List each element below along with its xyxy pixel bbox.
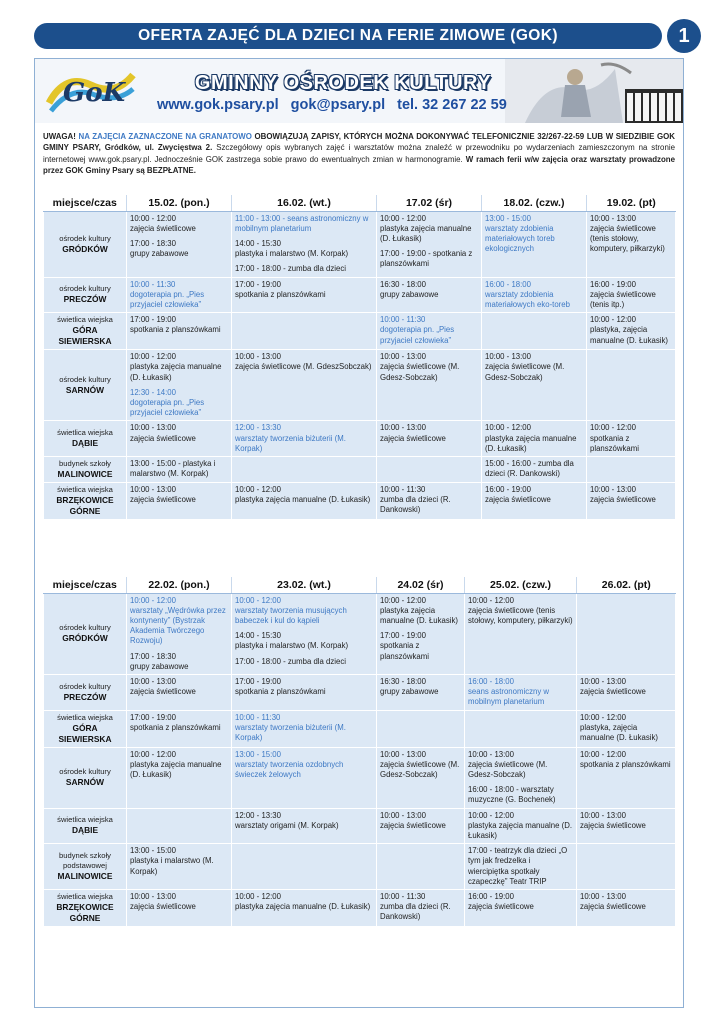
event: 10:00 - 13:00 zajęcia świetlicowe	[580, 810, 646, 830]
event: 12:00 - 13:30 warsztaty origami (M. Korpak)	[235, 810, 339, 830]
schedule-cell	[482, 456, 587, 482]
notice-warning: UWAGA!	[43, 132, 76, 141]
table-row	[44, 808, 676, 844]
place-name: DĄBIE	[71, 825, 99, 836]
event: 17:00 - 19:00 spotkania z planszówkami	[130, 315, 221, 335]
schedule-cell	[232, 889, 377, 926]
place-name: MALINOWICE	[57, 871, 113, 882]
page-title: OFERTA ZAJĘĆ DLA DZIECI NA FERIE ZIMOWE (GOK)	[34, 23, 662, 49]
place-type: ośrodek kultury	[59, 767, 111, 777]
place-cell	[44, 211, 127, 277]
table-row	[44, 313, 676, 350]
schedule-cell	[577, 747, 676, 808]
schedule-cell	[127, 211, 232, 277]
org-name: GMINNY OŚRODEK KULTURY	[194, 72, 492, 94]
schedule-cell	[465, 889, 577, 926]
schedule-cell	[377, 421, 482, 457]
place-name: PRECZÓW	[63, 691, 107, 702]
schedule-cell	[377, 313, 482, 350]
event: 10:00 - 12:00 plastyka zajęcia manualne (D. Łukasik)	[235, 891, 371, 912]
schedule-cell	[482, 350, 587, 421]
event: 13:00 - 15:00 - plastyka i malarstwo (M. Korpak)	[130, 458, 216, 479]
schedule-cell	[377, 674, 465, 710]
schedule-cell	[232, 593, 377, 674]
event: 16:00 - 19:00 zajęcia świetlicowe (tenis itp.)	[590, 279, 656, 309]
schedule-cell	[587, 482, 676, 519]
event: 16:00 - 18:00 - warsztaty muzyczne (G. Bochenek)	[468, 785, 556, 805]
event: 10:00 - 12:00 plastyka zajęcia manualne (D. Łukasik)	[130, 749, 222, 779]
place-name: GÓRA SIEWIERSKA	[58, 722, 112, 744]
banner	[35, 59, 683, 123]
schedule-cell	[232, 350, 377, 421]
event: 10:00 - 12:00 zajęcia świetlicowe (tenis stołowy, komputery, piłkarzyki)	[468, 595, 573, 625]
event: 10:00 - 13:00 zajęcia świetlicowe	[130, 423, 196, 443]
event-registration-required: 16:00 - 18:00 seans astronomiczny w mobilnym planetarium	[468, 676, 550, 707]
schedule-cell	[482, 277, 587, 313]
place-cell	[44, 710, 127, 747]
schedule-cell	[127, 593, 232, 674]
event: 10:00 - 11:30 zumba dla dzieci (R. Dankowski)	[380, 484, 451, 515]
place-name: GRÓDKÓW	[62, 243, 108, 254]
event-registration-required: 10:00 - 11:30 warsztaty tworzenia biżuterii (M. Korpak)	[235, 712, 346, 742]
schedule-cell	[587, 277, 676, 313]
event: 17:00 - 19:00 - spotkania z planszówkami	[380, 249, 473, 269]
schedule-cell	[127, 421, 232, 457]
event: 10:00 - 13:00 zajęcia świetlicowe	[380, 423, 446, 443]
event: 10:00 - 13:00 zajęcia świetlicowe (M. Gdesz-Sobczak)	[380, 352, 460, 382]
place-type: świetlica wiejska	[57, 712, 113, 722]
schedule-cell	[465, 747, 577, 808]
table-row	[44, 421, 676, 457]
event: 17:00 - 19:00 spotkania z planszówkami	[235, 279, 326, 299]
event: 16:00 - 19:00 zajęcia świetlicowe	[485, 484, 551, 505]
schedule-cell	[232, 710, 377, 747]
place-type: ośrodek kultury	[59, 284, 111, 294]
event: 17:00 - 18:00 - zumba dla dzieci	[235, 264, 346, 274]
schedule-cell	[587, 350, 676, 421]
event: 10:00 - 12:00 plastyka zajęcia manualne (D. Łukasik)	[485, 423, 577, 453]
website-link[interactable]: www.gok.psary.pl	[157, 97, 279, 113]
event: 10:00 - 13:00 zajęcia świetlicowe	[590, 484, 656, 505]
event: 17:00 - 19:00 spotkania z planszówkami	[130, 712, 221, 732]
table-row	[44, 277, 676, 313]
place-cell	[44, 808, 127, 844]
event-registration-required: 13:00 - 15:00 warsztaty zdobienia materiałowych toreb ekologicznych	[485, 213, 555, 254]
place-name: GÓRA SIEWIERSKA	[58, 325, 112, 347]
event: 10:00 - 12:00 plastyka zajęcia manualne (D. Łukasik)	[380, 213, 472, 243]
place-name: DĄBIE	[71, 438, 99, 449]
notice-info: Szczegółowy opis wybranych zajęć i warsztatów można znaleźć w przewodniku po wydarzeniach zamieszczonym na stronie internetowej www.gok.psary.pl. Jednocześnie GOK zastrzega sobie prawo do ewentualnych zmian w harmonogramie.	[43, 143, 675, 164]
notice-registration: OBOWIĄZUJĄ ZAPISY, KTÓRYCH MOŻNA DOKONYWAĆ TELEFONICZNIE 32/267-22-59 LUB W SIEDZIBIE GOK GMINY PSARY, Gródków, ul. Zwycięstwa 2.	[43, 132, 675, 153]
schedule-cell	[232, 421, 377, 457]
table-row	[44, 456, 676, 482]
schedule-cell	[587, 211, 676, 277]
table-row	[44, 747, 676, 808]
place-cell	[44, 674, 127, 710]
notice-highlight: NA ZAJĘCIA ZAZNACZONE NA GRANATOWO	[78, 132, 252, 141]
schedule-cell	[465, 808, 577, 844]
schedule-cell	[377, 808, 465, 844]
schedule-cell	[127, 710, 232, 747]
event: 17:00 - teatrzyk dla dzieci „O tym jak fredzelka i wiercipiętka spotkały czapeczkę” Teatr TRIP	[468, 846, 568, 886]
schedule-cell	[377, 350, 482, 421]
column-header-place: miejsce/czas	[44, 577, 127, 593]
place-type: świetlica wiejska	[57, 428, 113, 438]
place-cell	[44, 350, 127, 421]
place-type: świetlica wiejska	[57, 484, 113, 494]
place-name: SARNÓW	[65, 777, 105, 788]
place-cell	[44, 844, 127, 890]
place-cell	[44, 313, 127, 350]
table-row	[44, 889, 676, 926]
column-header-day: 24.02 (śr)	[377, 577, 465, 593]
email-link[interactable]: gok@psary.pl	[290, 97, 386, 113]
schedule-cell	[377, 593, 465, 674]
schedule-cell	[232, 313, 377, 350]
schedule-cell	[465, 844, 577, 890]
place-name: PRECZÓW	[63, 294, 107, 305]
column-header-day: 15.02. (pon.)	[127, 195, 232, 211]
table-row	[44, 350, 676, 421]
notice-paragraph	[43, 131, 675, 177]
place-type: ośrodek kultury	[59, 681, 111, 691]
event: 10:00 - 13:00 zajęcia świetlicowe	[130, 891, 196, 912]
column-header-day: 22.02. (pon.)	[127, 577, 232, 593]
schedule-cell	[127, 277, 232, 313]
page-number: 1	[667, 19, 701, 53]
phone-number: tel. 32 267 22 59	[397, 97, 507, 113]
schedule-cell	[577, 593, 676, 674]
event: 10:00 - 13:00 zajęcia świetlicowe (M. Gdesz-Sobczak)	[380, 749, 460, 779]
contact-line	[157, 97, 577, 113]
schedule-cell	[577, 808, 676, 844]
svg-text:GoK: GoK	[63, 78, 126, 108]
column-header-day: 16.02. (wt.)	[232, 195, 377, 211]
event-registration-required: 12:30 - 14:00 dogoterapia pn. „Pies przyjaciel człowieka”	[130, 387, 205, 418]
event: 10:00 - 13:00 zajęcia świetlicowe	[130, 484, 196, 505]
schedule-cell	[127, 350, 232, 421]
schedule-cell	[482, 421, 587, 457]
table-row	[44, 593, 676, 674]
schedule-cell	[127, 844, 232, 890]
schedule-cell	[127, 808, 232, 844]
event-registration-required: 10:00 - 11:30 dogoterapia pn. „Pies przyjaciel człowieka”	[380, 315, 455, 345]
schedule-cell	[587, 456, 676, 482]
place-name: GRÓDKÓW	[62, 633, 108, 644]
event: 14:00 - 15:30 plastyka i malarstwo (M. Korpak)	[235, 238, 349, 259]
schedule-cell	[577, 844, 676, 890]
table-row	[44, 211, 676, 277]
place-name: BRZĘKOWICE GÓRNE	[56, 901, 114, 923]
schedule-cell	[232, 808, 377, 844]
schedule-week-1	[43, 195, 676, 520]
schedule-cell	[377, 456, 482, 482]
event: 16:00 - 19:00 zajęcia świetlicowe	[468, 891, 534, 912]
schedule-cell	[377, 844, 465, 890]
event: 10:00 - 12:00 spotkania z planszówkami	[590, 423, 639, 453]
schedule-cell	[465, 710, 577, 747]
schedule-cell	[377, 747, 465, 808]
content-frame	[34, 58, 684, 1008]
event: 17:00 - 18:30 grupy zabawowe	[130, 651, 189, 671]
schedule-cell	[127, 674, 232, 710]
schedule-cell	[465, 593, 577, 674]
schedule-cell	[577, 889, 676, 926]
schedule-cell	[377, 889, 465, 926]
schedule-cell	[232, 456, 377, 482]
event-registration-required: 12:00 - 13:30 warsztaty tworzenia biżuterii (M. Korpak)	[235, 423, 346, 453]
place-cell	[44, 421, 127, 457]
schedule-cell	[377, 710, 465, 747]
column-header-place: miejsce/czas	[44, 195, 127, 211]
event: 10:00 - 12:00 spotkania z planszówkami	[580, 749, 671, 769]
event-registration-required: 11:00 - 13:00 - seans astronomiczny w mobilnym planetarium	[235, 213, 369, 233]
event-registration-required: 13:00 - 15:00 warsztaty tworzenia ozdobnych świeczek żelowych	[235, 749, 344, 779]
column-header-day: 19.02. (pt)	[587, 195, 676, 211]
schedule-week-2	[43, 577, 676, 927]
schedule-cell	[482, 313, 587, 350]
schedule-cell	[482, 211, 587, 277]
event: 10:00 - 12:00 plastyka zajęcia manualne (D. Łukasik)	[130, 352, 222, 382]
event: 17:00 - 19:00 spotkania z planszówkami	[380, 631, 429, 661]
place-type: świetlica wiejska	[57, 315, 113, 325]
schedule-cell	[587, 421, 676, 457]
place-type: budynek szkoły	[59, 458, 111, 468]
table-row	[44, 482, 676, 519]
event: 17:00 - 18:00 - zumba dla dzieci	[235, 656, 346, 666]
event-registration-required: 10:00 - 11:30 dogoterapia pn. „Pies przyjaciel człowieka”	[130, 279, 205, 309]
schedule-cell	[232, 211, 377, 277]
place-cell	[44, 889, 127, 926]
event: 10:00 - 13:00 zajęcia świetlicowe	[580, 891, 646, 912]
event: 10:00 - 12:00 plastyka zajęcia manualne (D. Łukasik)	[468, 810, 573, 840]
place-type: świetlica wiejska	[57, 891, 113, 901]
event: 10:00 - 12:00 plastyka zajęcia manualne (D. Łukasik)	[380, 595, 459, 625]
schedule-cell	[377, 277, 482, 313]
column-header-day: 25.02. (czw.)	[465, 577, 577, 593]
place-type: świetlica wiejska	[57, 815, 113, 825]
schedule-cell	[577, 674, 676, 710]
event: 17:00 - 19:00 spotkania z planszówkami	[235, 676, 326, 697]
place-name: BRZĘKOWICE GÓRNE	[56, 494, 114, 516]
event: 10:00 - 13:00 zajęcia świetlicowe (M. Gdesz-Sobczak)	[485, 352, 565, 382]
table-row	[44, 674, 676, 710]
event-registration-required: 10:00 - 12:00 warsztaty „Wędrówka przez kontynenty” (Bystrzak Akademia Twórczego Rozwoju)	[130, 595, 226, 646]
event: 10:00 - 13:00 zajęcia świetlicowe (tenis stołowy, komputery, piłkarzyki)	[590, 213, 665, 254]
event: 10:00 - 13:00 zajęcia świetlicowe	[130, 676, 196, 697]
event: 13:00 - 15:00 plastyka i malarstwo (M. Korpak)	[130, 846, 214, 876]
table-row	[44, 844, 676, 890]
schedule-cell	[127, 313, 232, 350]
event: 10:00 - 13:00 zajęcia świetlicowe (M. Gdesz-Sobczak)	[468, 749, 548, 779]
schedule-cell	[232, 844, 377, 890]
notice-free: W ramach ferii w/w zajęcia oraz warsztaty prowadzone przez GOK Gminy Psary są BEZPŁATNE.	[43, 154, 676, 176]
place-cell	[44, 747, 127, 808]
schedule-cell	[232, 277, 377, 313]
schedule-cell	[127, 889, 232, 926]
place-type: ośrodek kultury	[59, 623, 111, 633]
place-name: SARNÓW	[65, 384, 105, 395]
gok-logo-icon	[45, 63, 137, 119]
column-header-day: 17.02 (śr)	[377, 195, 482, 211]
event: 10:00 - 12:00 plastyka, zajęcia manualne (D. Łukasik)	[580, 712, 659, 742]
event-registration-required: 16:00 - 18:00 warsztaty zdobienia materiałowych eko-toreb	[485, 279, 570, 309]
place-cell	[44, 482, 127, 519]
schedule-cell	[127, 456, 232, 482]
event: 14:00 - 15:30 plastyka i malarstwo (M. Korpak)	[235, 631, 349, 651]
event: 16:30 - 18:00 grupy zabawowe	[380, 279, 439, 299]
schedule-cell	[482, 482, 587, 519]
column-header-day: 18.02. (czw.)	[482, 195, 587, 211]
schedule-cell	[465, 674, 577, 710]
event: 10:00 - 13:00 zajęcia świetlicowe	[580, 676, 646, 697]
place-type: ośrodek kultury	[59, 374, 111, 384]
column-header-day: 26.02. (pt)	[577, 577, 676, 593]
schedule-cell	[377, 211, 482, 277]
schedule-cell	[232, 674, 377, 710]
event: 10:00 - 11:30 zumba dla dzieci (R. Dankowski)	[380, 891, 451, 922]
schedule-cell	[127, 482, 232, 519]
schedule-cell	[587, 313, 676, 350]
schedule-cell	[577, 710, 676, 747]
event: 17:00 - 18:30 grupy zabawowe	[130, 238, 189, 259]
column-header-day: 23.02. (wt.)	[232, 577, 377, 593]
place-type: ośrodek kultury	[59, 233, 111, 243]
place-cell	[44, 593, 127, 674]
event-registration-required: 10:00 - 12:00 warsztaty tworzenia musujących babeczek i kul do kąpieli	[235, 595, 347, 625]
schedule-cell	[377, 482, 482, 519]
event: 15:00 - 16:00 - zumba dla dzieci (R. Dankowski)	[485, 458, 574, 479]
event: 10:00 - 12:00 plastyka zajęcia manualne (D. Łukasik)	[235, 484, 371, 505]
place-cell	[44, 277, 127, 313]
event: 10:00 - 12:00 plastyka, zajęcia manualne (D. Łukasik)	[590, 315, 669, 345]
event: 16:30 - 18:00 grupy zabawowe	[380, 676, 439, 697]
event: 10:00 - 13:00 zajęcia świetlicowe (M. GdeszSobczak)	[235, 352, 372, 372]
event: 10:00 - 12:00 zajęcia świetlicowe	[130, 213, 196, 233]
place-name: MALINOWICE	[57, 468, 113, 479]
schedule-cell	[232, 747, 377, 808]
table-row	[44, 710, 676, 747]
event: 10:00 - 13:00 zajęcia świetlicowe	[380, 810, 446, 830]
place-type: budynek szkoły podstawowej	[59, 851, 111, 871]
place-cell	[44, 456, 127, 482]
schedule-cell	[127, 747, 232, 808]
schedule-cell	[232, 482, 377, 519]
